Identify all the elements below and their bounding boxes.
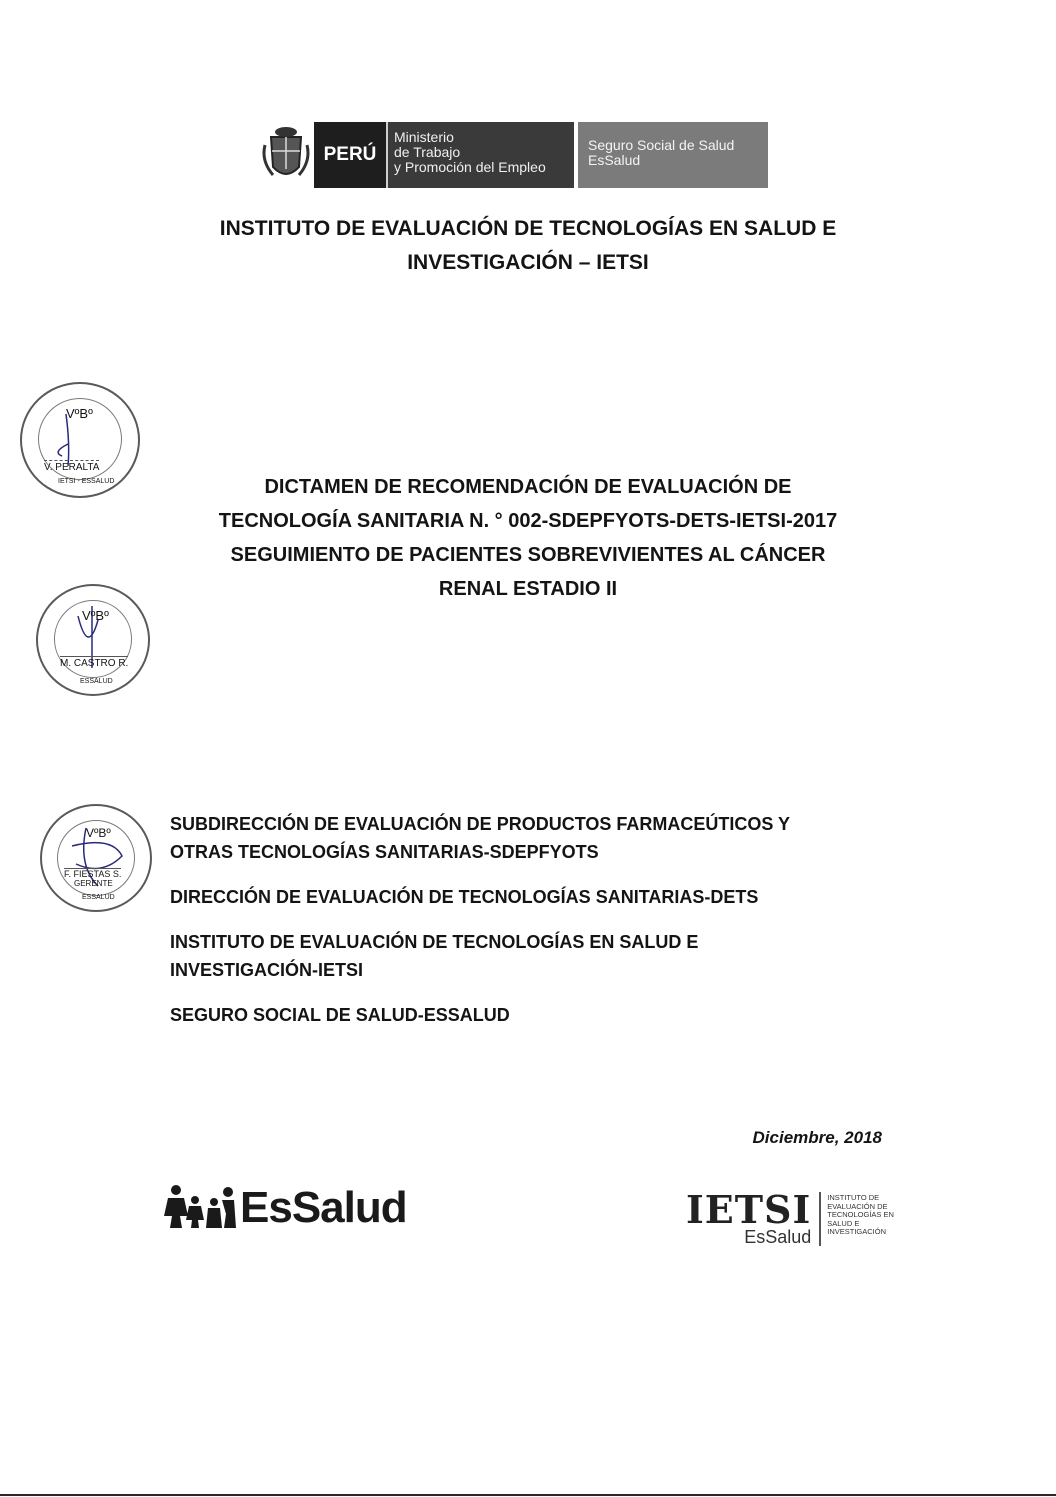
ietsi-logo-text: IETSI xyxy=(686,1187,812,1232)
organization-list xyxy=(170,810,890,1046)
org-sdepfyots xyxy=(170,810,890,866)
peru-label: PERÚ xyxy=(314,122,386,188)
org-sdepfyots-line-1: SUBDIRECCIÓN DE EVALUACIÓN DE PRODUCTOS FARMACEÚTICOS Y xyxy=(170,814,791,834)
approval-stamp-castro xyxy=(36,584,150,696)
stamp-bottom: IETSI - ESSALUD xyxy=(58,478,115,485)
ietsi-logo-description xyxy=(827,1192,903,1237)
essalud-logo-text: EsSalud xyxy=(240,1183,407,1232)
org-ietsi-line-2: INVESTIGACIÓN-IETSI xyxy=(170,960,364,980)
org-ietsi xyxy=(170,928,890,984)
ietsi-desc-2: EVALUACIÓN DE xyxy=(827,1201,888,1211)
approval-stamp-fiestas xyxy=(40,804,152,912)
essalud-line-2: EsSalud xyxy=(588,152,641,168)
bottom-border-line xyxy=(0,1494,1056,1496)
ietsi-logo-divider xyxy=(819,1192,821,1246)
stamp-vb: VºBº xyxy=(82,608,109,623)
dictamen-title-line-1: DICTAMEN DE RECOMENDACIÓN DE EVALUACIÓN DE xyxy=(264,476,792,498)
essalud-logo xyxy=(164,1184,407,1230)
stamp-name: M. CASTRO R. xyxy=(60,658,129,669)
dictamen-title-line-2: TECNOLOGÍA SANITARIA N. ° 002-SDEPFYOTS-DETS-IETSI-2017 xyxy=(218,510,838,532)
ietsi-desc-5: INVESTIGACIÓN xyxy=(827,1227,886,1236)
ministry-line-3: y Promoción del Empleo xyxy=(394,159,546,175)
org-sdepfyots-line-2: OTRAS TECNOLOGÍAS SANITARIAS-SDEPFYOTS xyxy=(170,842,599,862)
dictamen-title-line-4: RENAL ESTADIO II xyxy=(438,578,618,600)
peru-crest-icon xyxy=(258,122,314,188)
ministry-label xyxy=(386,122,574,188)
institute-title-line-2: INVESTIGACIÓN – IETSI xyxy=(407,251,649,274)
ministry-line-2: de Trabajo xyxy=(394,144,461,160)
dictamen-title-line-3: SEGUIMIENTO DE PACIENTES SOBREVIVIENTES AL CÁNCER xyxy=(230,544,826,566)
stamp-vb: VºBº xyxy=(66,406,93,421)
essalud-line-1: Seguro Social de Salud xyxy=(588,137,735,153)
stamp-name: F. FIESTAS S. xyxy=(64,869,122,879)
header-banner xyxy=(258,122,768,188)
stamp-bottom: ESSALUD xyxy=(82,894,115,901)
institute-title xyxy=(120,212,936,280)
stamp-bottom: ESSALUD xyxy=(80,678,113,685)
ietsi-desc-3: TECNOLOGÍAS EN xyxy=(827,1210,894,1219)
org-ietsi-line-1: INSTITUTO DE EVALUACIÓN DE TECNOLOGÍAS EN SALUD E xyxy=(170,932,699,952)
document-date: Diciembre, 2018 xyxy=(752,1128,882,1147)
family-icon xyxy=(164,1184,236,1230)
org-essalud: SEGURO SOCIAL DE SALUD-ESSALUD xyxy=(170,1005,510,1025)
ietsi-logo-subtext: EsSalud xyxy=(744,1227,812,1247)
essalud-label xyxy=(578,122,768,188)
ietsi-logo-main xyxy=(686,1187,812,1247)
approval-stamp-peralta xyxy=(20,382,140,498)
stamp-vb: VºBº xyxy=(86,826,111,840)
org-dets: DIRECCIÓN DE EVALUACIÓN DE TECNOLOGÍAS SANITARIAS-DETS xyxy=(170,887,759,907)
dictamen-title xyxy=(160,470,896,606)
ietsi-desc-4: SALUD E xyxy=(827,1218,860,1228)
ministry-line-1: Ministerio xyxy=(394,129,454,145)
ietsi-desc-1: INSTITUTO DE xyxy=(827,1193,880,1202)
stamp-name: V. PERALTA xyxy=(44,462,100,473)
stamp-role: GERENTE xyxy=(74,879,113,888)
institute-title-line-1: INSTITUTO DE EVALUACIÓN DE TECNOLOGÍAS EN SALUD E xyxy=(219,217,837,240)
ietsi-logo xyxy=(686,1187,903,1247)
